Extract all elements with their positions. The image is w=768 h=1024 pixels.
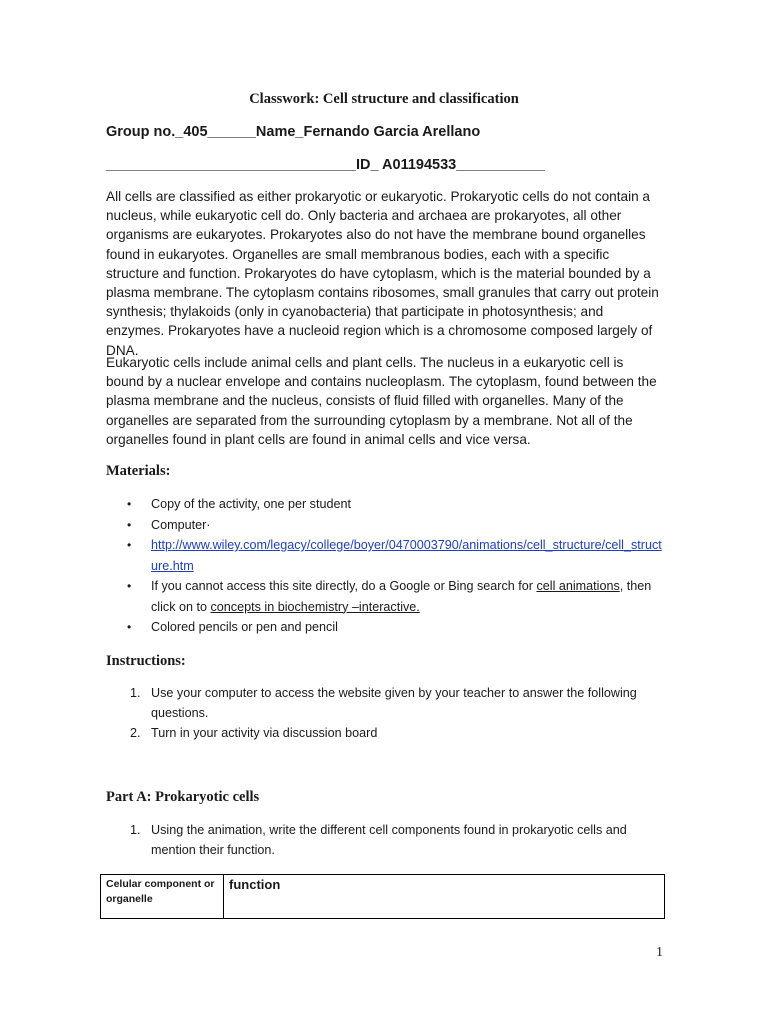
materials-list [106,494,666,638]
step-number: 1. [130,686,141,700]
step-number: 1. [130,823,141,837]
list-item [106,494,666,515]
step-number: 2. [130,726,141,740]
group-name-line: Group no._405______Name_Fernando Garcia Arellano [106,124,481,140]
page-title: Classwork: Cell structure and classification [249,91,519,107]
table-row [101,875,665,919]
list-item [106,535,666,576]
bullet-icon: • [127,579,132,593]
part-a-heading: Part A: Prokaryotic cells [106,789,260,805]
instructions-list [106,683,666,743]
intro-text: All cells are classified as either prokaryotic or eukaryotic. Prokaryotic cells do not contain a nucleus, while eukaryotic cell do. Only bacteria and archaea are prokaryotes, all other organisms are eukaryotes. Prokaryotes also do not have the membrane bound organelles found in eukaryotes. Organelles are small membranous bodies, each with a specific structure and function. Prokaryotes do have cytoplasm, which is the material bounded by a plasma membrane. The cytoplasm contains ribosomes, small granules that carry out protein synthesis; thylakoids (only in cyanobacteria) that participate in photosynthesis; and enzymes. Prokaryotes have a nucleoid region which is a chromosome composed largely of DNA. [106,189,659,358]
intro-paragraph [106,187,662,360]
material-item-computer: Computer· [151,517,211,532]
bullet-icon: • [127,497,132,511]
bullet-icon: • [127,517,132,532]
step-text: Use your computer to access the website given by your teacher to answer the following questions. [151,686,637,720]
materials-heading: Materials: [106,463,171,479]
page-number: 1 [656,945,663,960]
step-text: Turn in your activity via discussion board [151,726,378,740]
part-a-list [106,820,666,860]
function-column-header: function [224,875,665,919]
components-table [100,874,665,919]
material-item-copy: Copy of the activity, one per student [151,497,351,511]
list-item [106,617,666,638]
list-item [106,820,666,860]
list-item [106,723,666,743]
bullet-icon: • [127,620,132,634]
cell-animations-link[interactable]: cell animations [536,579,620,593]
step-text: Using the animation, write the different cell components found in prokaryotic cells and mention their function. [151,823,627,857]
list-item [106,515,666,536]
id-line: _______________________________ID_ A01194533___________ [106,157,545,173]
concepts-link[interactable]: concepts in biochemistry –interactive. [210,599,420,614]
instructions-heading: Instructions: [106,653,186,669]
material-item-pencils: Colored pencils or pen and pencil [151,620,338,634]
bullet-icon: • [127,538,132,552]
search-instruction-mid: , then click on to [151,579,652,614]
animation-url-link[interactable]: http://www.wiley.com/legacy/college/boyer/0470003790/animations/cell_structure/cell_structure.htm [151,538,662,573]
list-item [106,683,666,723]
list-item [106,576,666,617]
component-column-header: Celular component or organelle [101,875,224,919]
search-instruction-text: If you cannot access this site directly, do a Google or Bing search for [151,579,537,593]
eukaryotic-text: Eukaryotic cells include animal cells and plant cells. The nucleus in a eukaryotic cell is bound by a nuclear envelope and contains nucleoplasm. The cytoplasm, found between the plasma membrane and the nucleus, consists of fluid filled with organelles. Many of the organelles are separated from the surrounding cytoplasm by a membrane. Not all of the organelles found in plant cells are found in animal cells and vice versa. [106,355,657,447]
eukaryotic-paragraph [106,353,662,449]
